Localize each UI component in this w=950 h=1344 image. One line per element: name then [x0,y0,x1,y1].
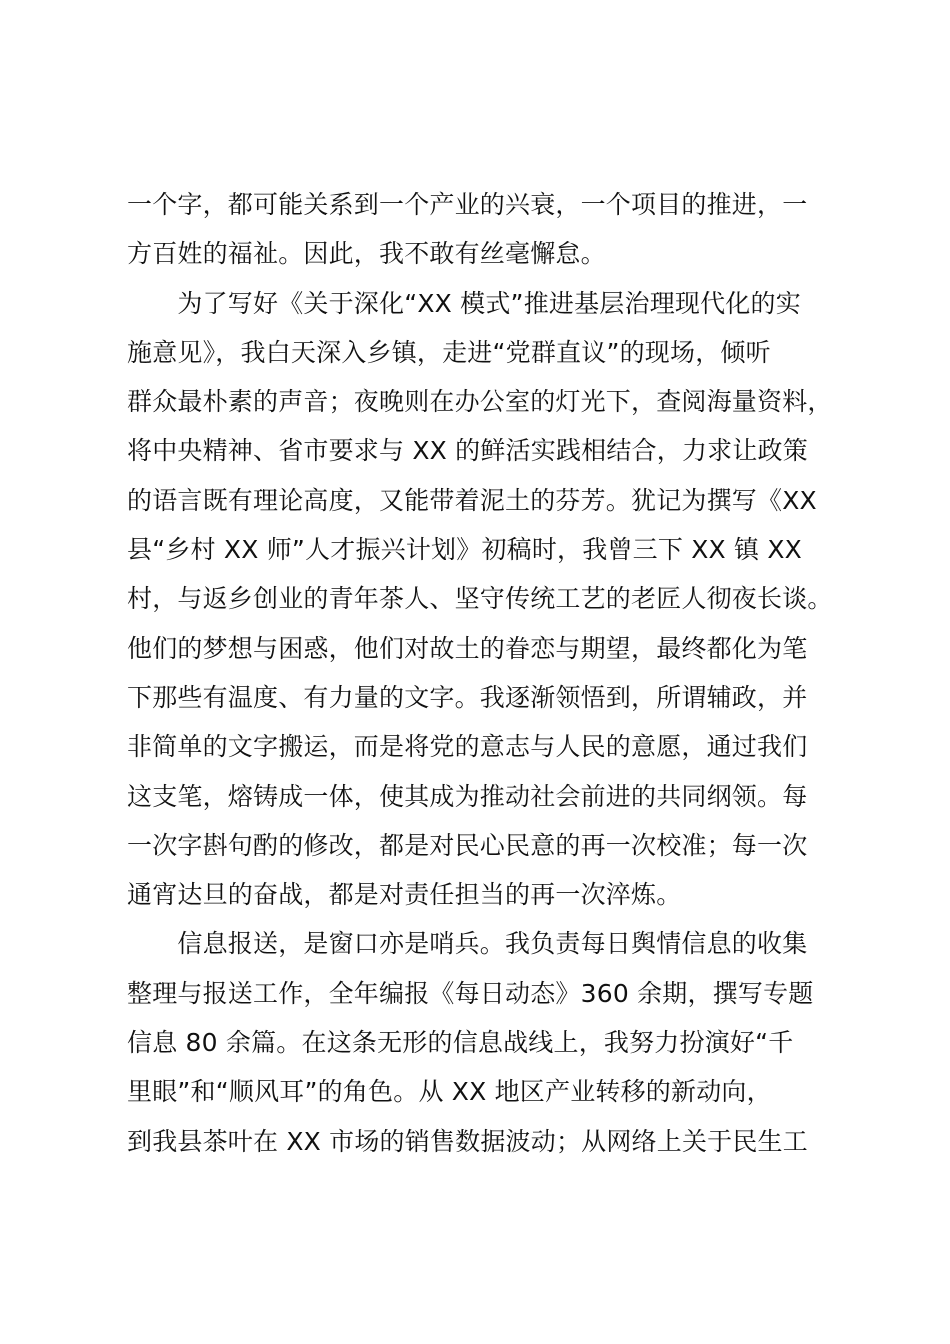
text-line: 非简单的文字搬运，而是将党的意志与人民的意愿，通过我们 [127,732,808,762]
text-line: 的语言既有理论高度，又能带着泥土的芬芳。犹记为撰写《XX [127,485,817,515]
text-line: 到我县茶叶在 XX 市场的销售数据波动；从网络上关于民生工 [127,1126,808,1156]
body-text [127,180,837,1166]
text-line: 村，与返乡创业的青年茶人、坚守传统工艺的老匠人彻夜长谈。 [127,584,833,614]
text-line: 施意见》，我白天深入乡镇，走进“党群直议”的现场，倾听 [127,337,771,367]
text-line: 县“乡村 XX 师”人才振兴计划》初稿时，我曾三下 XX 镇 XX [127,535,802,565]
text-line: 群众最朴素的声音；夜晚则在办公室的灯光下，查阅海量资料， [127,387,833,417]
text-line: 他们的梦想与困惑，他们对故土的眷恋与期望，最终都化为笔 [127,633,808,663]
text-line: 一次字斟句酌的修改，都是对民心民意的再一次校准；每一次 [127,830,808,860]
text-line: 里眼”和“顺风耳”的角色。从 XX 地区产业转移的新动向， [127,1077,772,1107]
text-line: 为了写好《关于深化“XX 模式”推进基层治理现代化的实 [127,288,801,318]
text-line: 信息 80 余篇。在这条无形的信息战线上，我努力扮演好“千 [127,1028,794,1058]
text-line: 整理与报送工作，全年编报《每日动态》360 余期，撰写专题 [127,978,814,1008]
text-line: 一个字，都可能关系到一个产业的兴衰，一个项目的推进，一 [127,190,808,219]
text-line: 这支笔，熔铸成一体，使其成为推动社会前进的共同纲领。每 [127,781,808,811]
text-line: 方百姓的福祉。因此，我不敢有丝毫懈怠。 [127,239,606,269]
text-line: 将中央精神、省市要求与 XX 的鲜活实践相结合，力求让政策 [127,436,808,466]
text-line: 信息报送，是窗口亦是哨兵。我负责每日舆情信息的收集 [127,929,808,959]
text-line: 下那些有温度、有力量的文字。我逐渐领悟到，所谓辅政，并 [127,682,808,712]
text-line: 通宵达旦的奋战，都是对责任担当的再一次淬炼。 [127,880,682,910]
